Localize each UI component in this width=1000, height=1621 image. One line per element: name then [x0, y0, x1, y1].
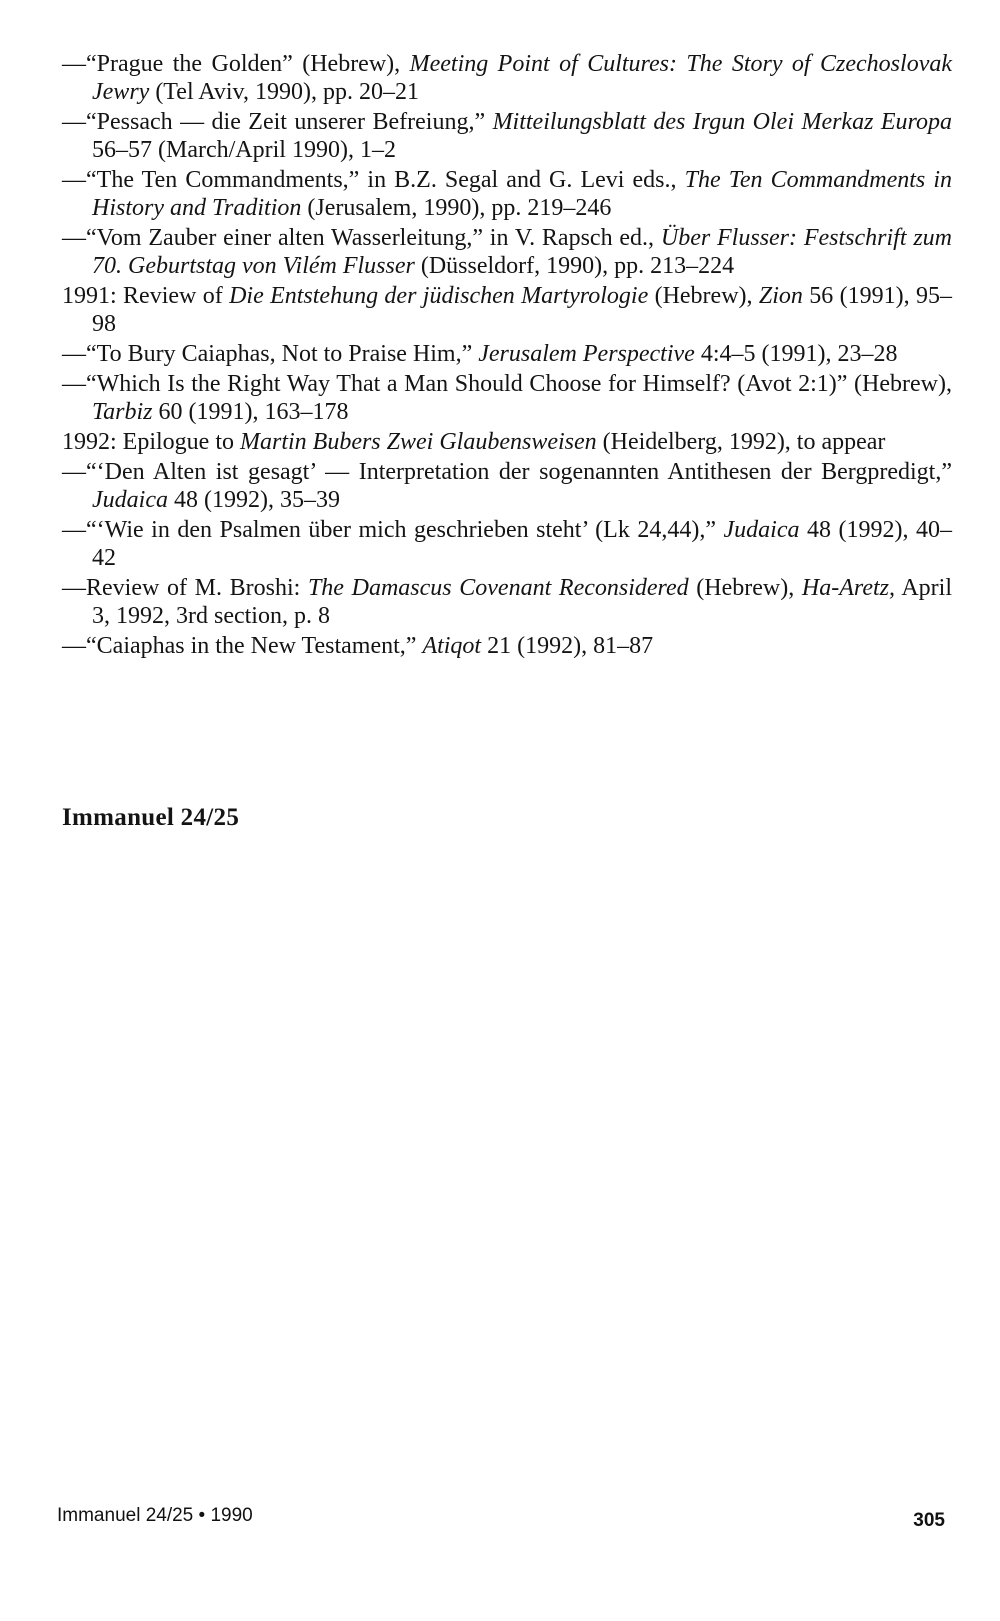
italic-title: Atiqot	[422, 633, 482, 659]
entry-text: (Tel Aviv, 1990), pp. 20–21	[149, 79, 419, 105]
entry-text: —“Prague the Golden” (Hebrew),	[62, 51, 410, 77]
entry-text: April 3, 1992, 3rd section, p. 8	[92, 575, 952, 629]
bibliography-list	[62, 50, 952, 662]
entry-text: (Heidelberg, 1992), to appear	[596, 429, 886, 455]
bibliography-entry	[62, 516, 952, 572]
italic-title: The Damascus Covenant Reconsidered	[307, 575, 689, 601]
italic-title: Judaica	[723, 517, 800, 543]
bibliography-entry	[62, 428, 952, 456]
entry-text: (Hebrew),	[648, 283, 759, 309]
bibliography-entry	[62, 50, 952, 106]
italic-title: Die Entstehung der jüdischen Martyrologie	[229, 283, 649, 309]
italic-title: The Ten Commandments in History and Tradition	[92, 167, 952, 221]
entry-text: (Hebrew),	[688, 575, 802, 601]
bibliography-entry	[62, 340, 952, 368]
entry-text: 48 (1992), 35–39	[167, 487, 340, 513]
entry-text: —“To Bury Caiaphas, Not to Praise Him,”	[62, 341, 479, 367]
entry-text: —“‘Wie in den Psalmen über mich geschrieben steht’ (Lk 24,44),”	[62, 517, 724, 543]
bibliography-entry	[62, 370, 952, 426]
section-heading: Immanuel 24/25	[62, 804, 240, 831]
italic-title: Meeting Point of Cultures: The Story of Czechoslovak Jewry	[92, 51, 952, 105]
entry-text: 4:4–5 (1991), 23–28	[694, 341, 898, 367]
entry-text: —“Vom Zauber einer alten Wasserleitung,” in V. Rapsch ed.,	[62, 225, 661, 251]
entry-text: —“‘Den Alten ist gesagt’ — Interpretation der sogenannten Antithesen der Bergpredigt,”	[62, 459, 952, 485]
page-number: 305	[913, 1510, 945, 1531]
italic-title: Judaica	[92, 487, 168, 513]
footer-journal: Immanuel 24/25 • 1990	[57, 1505, 253, 1526]
bibliography-entry	[62, 166, 952, 222]
bibliography-entry	[62, 282, 952, 338]
italic-title: Jerusalem Perspective	[478, 341, 695, 367]
entry-text: (Jerusalem, 1990), pp. 219–246	[301, 195, 612, 221]
entry-text: 48 (1992), 40–42	[92, 517, 953, 571]
entry-text: (Düsseldorf, 1990), pp. 213–224	[414, 253, 735, 279]
italic-title: Martin Bubers Zwei Glaubensweisen	[239, 429, 597, 455]
entry-text: 1991: Review of	[62, 283, 230, 309]
bibliography-entry	[62, 108, 952, 164]
entry-text: 60 (1991), 163–178	[152, 399, 349, 425]
entry-text: —“The Ten Commandments,” in B.Z. Segal and G. Levi eds.,	[62, 167, 685, 193]
bibliography-entry	[62, 458, 952, 514]
entry-text: 56–57 (March/April 1990), 1–2	[92, 137, 396, 163]
entry-text: 21 (1992), 81–87	[481, 633, 654, 659]
italic-title: Über Flusser: Festschrift zum 70. Geburtstag von Vilém Flusser	[92, 225, 952, 279]
bibliography-entry	[62, 574, 952, 630]
entry-text: —Review of M. Broshi:	[62, 575, 308, 601]
entry-text: 1992: Epilogue to	[62, 429, 240, 455]
entry-text: —“Caiaphas in the New Testament,”	[62, 633, 423, 659]
italic-title: Zion	[758, 283, 803, 309]
italic-title: Tarbiz	[92, 399, 153, 425]
entry-text: —“Which Is the Right Way That a Man Should Choose for Himself? (Avot 2:1)” (Hebrew),	[62, 371, 952, 397]
italic-title: Mitteilungsblatt des Irgun Olei Merkaz Europa	[492, 109, 952, 135]
bibliography-entry	[62, 632, 952, 660]
entry-text: —“Pessach — die Zeit unserer Befreiung,”	[62, 109, 493, 135]
entry-text: 56 (1991), 95–98	[92, 283, 952, 337]
bibliography-entry	[62, 224, 952, 280]
italic-title: Ha-Aretz,	[801, 575, 895, 601]
